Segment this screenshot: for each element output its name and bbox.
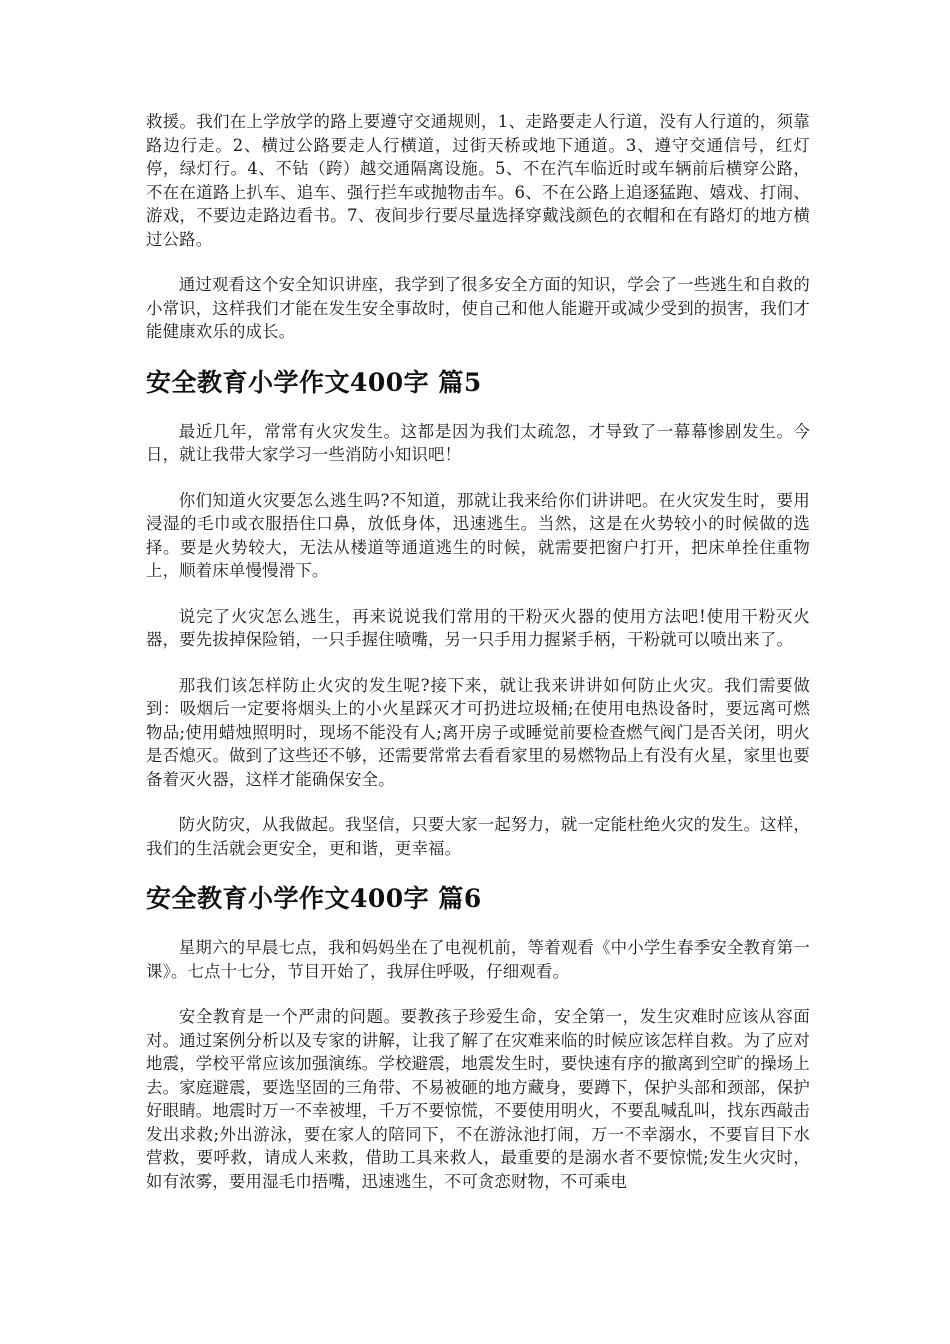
paragraph: 星期六的早晨七点，我和妈妈坐在了电视机前，等着观看《中小学生春季安全教育第一课》。七点十七分，节目开始了，我屏住呼吸，仔细观看。: [146, 938, 810, 981]
paragraph: 你们知道火灾要怎么逃生吗?不知道，那就让我来给你们讲讲吧。在火灾发生时，要用浸湿的毛巾或衣服捂住口鼻，放低身体，迅速逃生。当然，这是在火势较小的时候做的选择。要是火势较大，无法从楼道等通道逃生的时候，就需要把窗户打开，把床单拴住重物上，顺着床单慢慢滑下。: [146, 490, 810, 580]
paragraph: 那我们该怎样防止火灾的发生呢?接下来，就让我来讲讲如何防止火灾。我们需要做到：吸烟后一定要将烟头上的小火星踩灭才可扔进垃圾桶;在使用电热设备时，要远离可燃物品;使用蜡烛照明时，现场不能没有人;离开房子或睡觉前要检查燃气阀门是否关闭，明火是否熄灭。做到了这些还不够，还需要常常去看看家里的易燃物品上有没有火星，家里也要备着灭火器，这样才能确保安全。: [146, 675, 810, 789]
paragraph: 救援。我们在上学放学的路上要遵守交通规则，1、走路要走人行道，没有人行道的，须靠路边行走。2、横过公路要走人行横道，过街天桥或地下通道。3、遵守交通信号，红灯停，绿灯行。4、不钻（跨）越交通隔离设施。5、不在汽车临近时或车辆前后横穿公路，不在在道路上扒车、追车、强行拦车或抛物击车。6、不在公路上追逐猛跑、嬉戏、打闹、游戏，不要边走路边看书。7、夜间步行要尽量选择穿戴浅颜色的衣帽和在有路灯的地方横过公路。: [146, 112, 810, 249]
paragraph: 防火防灾，从我做起。我坚信，只要大家一起努力，就一定能杜绝火灾的发生。这样，我们的生活就会更安全，更和谐，更幸福。: [146, 815, 810, 858]
paragraph: 通过观看这个安全知识讲座，我学到了很多安全方面的知识，学会了一些逃生和自救的小常识，这样我们才能在发生安全事故时，使自己和他人能避开或减少受到的损害，我们才能健康欢乐的成长。: [146, 275, 810, 341]
section-heading-6: 安全教育小学作文400字 篇6: [146, 884, 482, 913]
paragraph: 说完了火灾怎么逃生，再来说说我们常用的干粉灭火器的使用方法吧!使用干粉灭火器，要先拔掉保险销，一只手握住喷嘴，另一只手用力握紧手柄，干粉就可以喷出来了。: [146, 606, 810, 649]
paragraph: 最近几年，常常有火灾发生。这都是因为我们太疏忽，才导致了一幕幕惨剧发生。今日，就让我带大家学习一些消防小知识吧！: [146, 421, 810, 464]
document-page: [146, 110, 810, 1215]
paragraph: 安全教育是一个严肃的问题。要教孩子珍爱生命，安全第一，发生灾难时应该从容面对。通过案例分析以及专家的讲解，让我了解了在灾难来临的时候应该怎样自救。为了应对地震，学校平常应该加强演练。学校避震，地震发生时，要快速有序的撤离到空旷的操场上去。家庭避震，要选坚固的三角带、不易被砸的地方藏身，要蹲下，保护头部和颈部，保护好眼睛。地震时万一不幸被埋，千万不要惊慌，不要使用明火，不要乱喊乱叫，找东西敲击发出求救;外出游泳，要在家人的陪同下，不在游泳池打闹，万一不幸溺水，不要盲目下水营救，要呼救，请成人来救，借助工具来救人，最重要的是溺水者不要惊慌;发生火灾时，如有浓雾，要用湿毛巾捂嘴，迅速逃生，不可贪恋财物，不可乘电: [146, 1007, 810, 1191]
section-heading-5: 安全教育小学作文400字 篇5: [146, 367, 482, 397]
